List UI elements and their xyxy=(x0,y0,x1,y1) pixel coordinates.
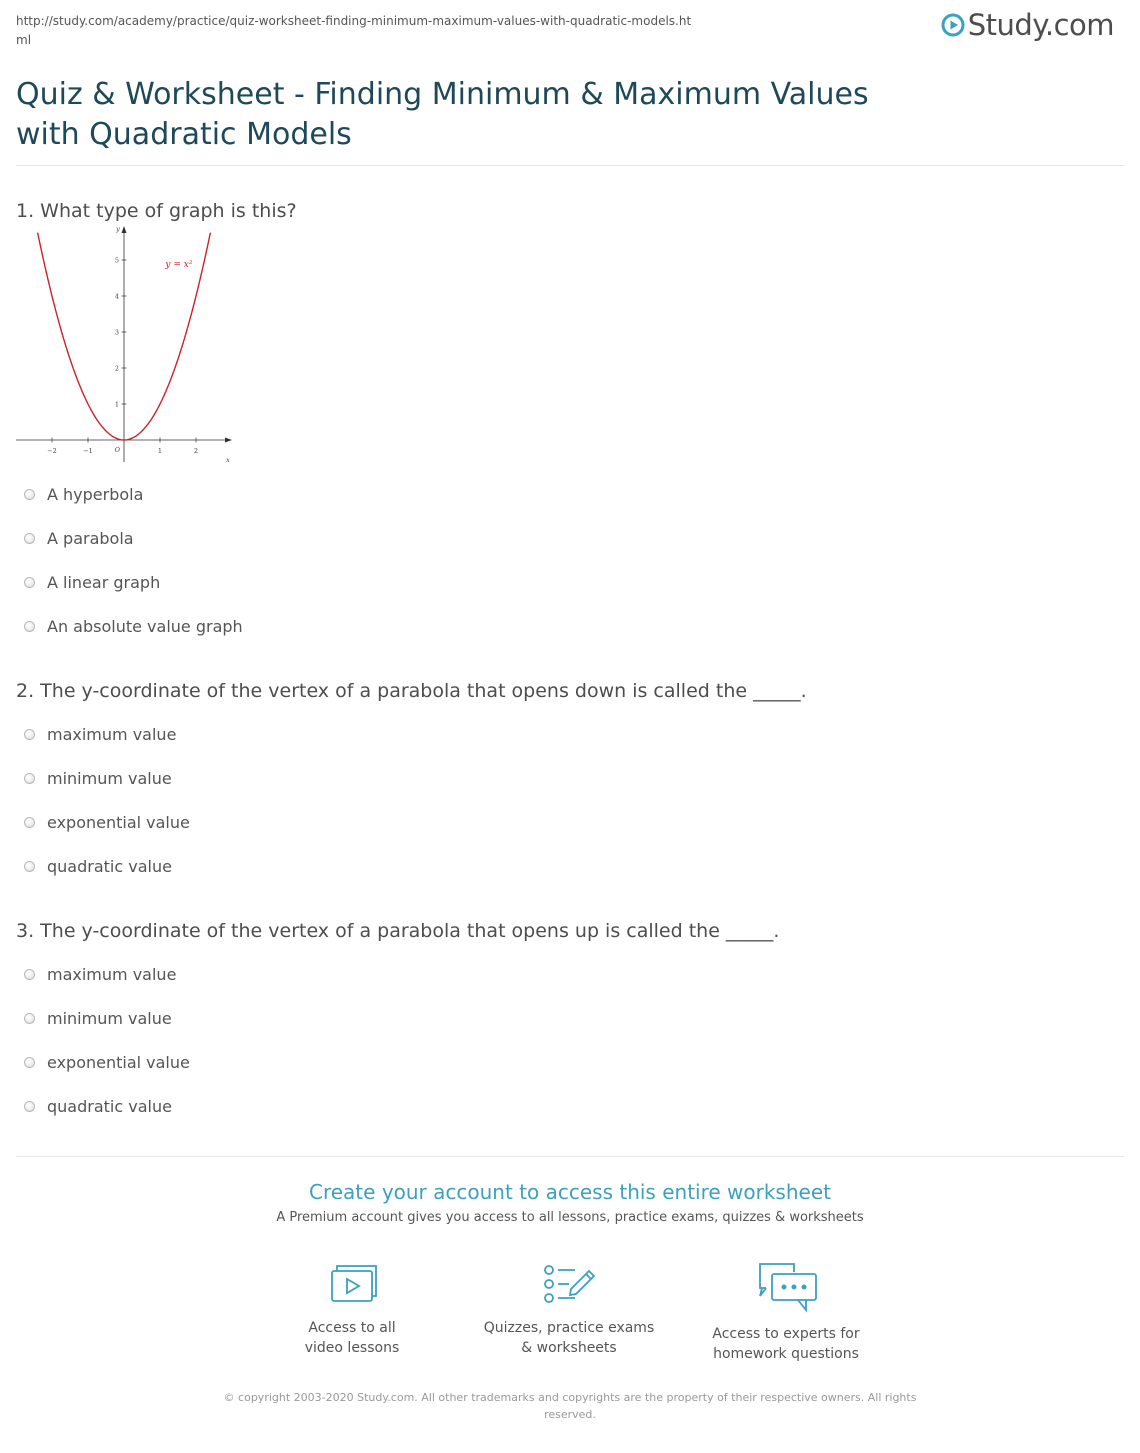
video-lesson-icon xyxy=(326,1262,378,1308)
feature-label: Access to experts for homework questions xyxy=(712,1326,860,1362)
feature-label: Quizzes, practice exams & worksheets xyxy=(483,1320,655,1356)
q3-option-3[interactable]: exponential value xyxy=(24,1053,190,1072)
title-divider xyxy=(16,165,1124,166)
x-tick-label: −2 xyxy=(47,447,57,455)
x-axis-arrow xyxy=(225,438,232,443)
radio-button[interactable] xyxy=(24,861,35,872)
y-tick-label: 2 xyxy=(114,364,119,373)
x-axis-label: x xyxy=(226,456,230,464)
feature-experts[interactable] xyxy=(691,1262,881,1364)
page-title: Quiz & Worksheet - Finding Minimum & Maximum Values with Quadratic Models xyxy=(16,77,869,152)
x-tick-label: 2 xyxy=(193,447,199,455)
cta-title[interactable]: Create your account to access this entire worksheet xyxy=(309,1180,831,1204)
q1-option-2[interactable]: A parabola xyxy=(24,529,134,548)
q3-option-4[interactable]: quadratic value xyxy=(24,1097,172,1116)
y-tick-label: 1 xyxy=(114,400,119,409)
q2-option-4[interactable]: quadratic value xyxy=(24,857,172,876)
y-tick-label: 3 xyxy=(114,328,119,337)
question-1: 1. What type of graph is this? xyxy=(16,200,297,222)
feature-video-lessons[interactable] xyxy=(257,1262,447,1358)
y-tick-label: 4 xyxy=(114,292,119,301)
y-tick-label: 5 xyxy=(114,256,119,265)
q1-option-4[interactable]: An absolute value graph xyxy=(24,617,243,636)
feature-label: Access to all video lessons xyxy=(304,1320,400,1356)
y-axis-label: y xyxy=(116,225,120,233)
origin-label: O xyxy=(114,446,120,454)
radio-button[interactable] xyxy=(24,817,35,828)
curve-annotation: y = x² xyxy=(165,260,193,271)
feature-quizzes[interactable] xyxy=(474,1262,664,1358)
cta-subtitle: A Premium account gives you access to all lessons, practice exams, quizzes & worksheets xyxy=(276,1210,864,1225)
play-circle-icon xyxy=(941,13,965,37)
q3-option-1[interactable]: maximum value xyxy=(24,965,176,984)
quiz-checklist-icon xyxy=(541,1262,597,1308)
cta-divider xyxy=(16,1156,1124,1157)
radio-button[interactable] xyxy=(24,1057,35,1068)
x-tick-label: 1 xyxy=(157,447,163,455)
radio-button[interactable] xyxy=(24,1013,35,1024)
question-3: 3. The y-coordinate of the vertex of a parabola that opens up is called the _____. xyxy=(16,920,780,942)
logo-text: Study.com xyxy=(967,8,1114,42)
page-url: http://study.com/academy/practice/quiz-worksheet-finding-minimum-maximum-values-with-quadratic-models.html xyxy=(16,14,692,47)
chat-bubbles-icon xyxy=(754,1262,818,1314)
y-axis-arrow xyxy=(122,226,127,233)
radio-button[interactable] xyxy=(24,577,35,588)
radio-button[interactable] xyxy=(24,773,35,784)
parabola-graph xyxy=(14,222,238,466)
q2-option-2[interactable]: minimum value xyxy=(24,769,172,788)
q2-option-1[interactable]: maximum value xyxy=(24,725,176,744)
copyright-notice: © copyright 2003-2020 Study.com. All other trademarks and copyrights are the property of their respective owners. All rights reserved. xyxy=(223,1391,917,1421)
radio-button[interactable] xyxy=(24,1101,35,1112)
radio-button[interactable] xyxy=(24,533,35,544)
q1-option-3[interactable]: A linear graph xyxy=(24,573,160,592)
q3-option-2[interactable]: minimum value xyxy=(24,1009,172,1028)
question-2: 2. The y-coordinate of the vertex of a parabola that opens down is called the _____. xyxy=(16,680,807,702)
radio-button[interactable] xyxy=(24,621,35,632)
q1-option-1[interactable]: A hyperbola xyxy=(24,485,143,504)
radio-button[interactable] xyxy=(24,969,35,980)
x-tick-label: −1 xyxy=(83,447,93,455)
radio-button[interactable] xyxy=(24,729,35,740)
q2-option-3[interactable]: exponential value xyxy=(24,813,190,832)
radio-button[interactable] xyxy=(24,489,35,500)
study-logo[interactable] xyxy=(941,8,1114,42)
